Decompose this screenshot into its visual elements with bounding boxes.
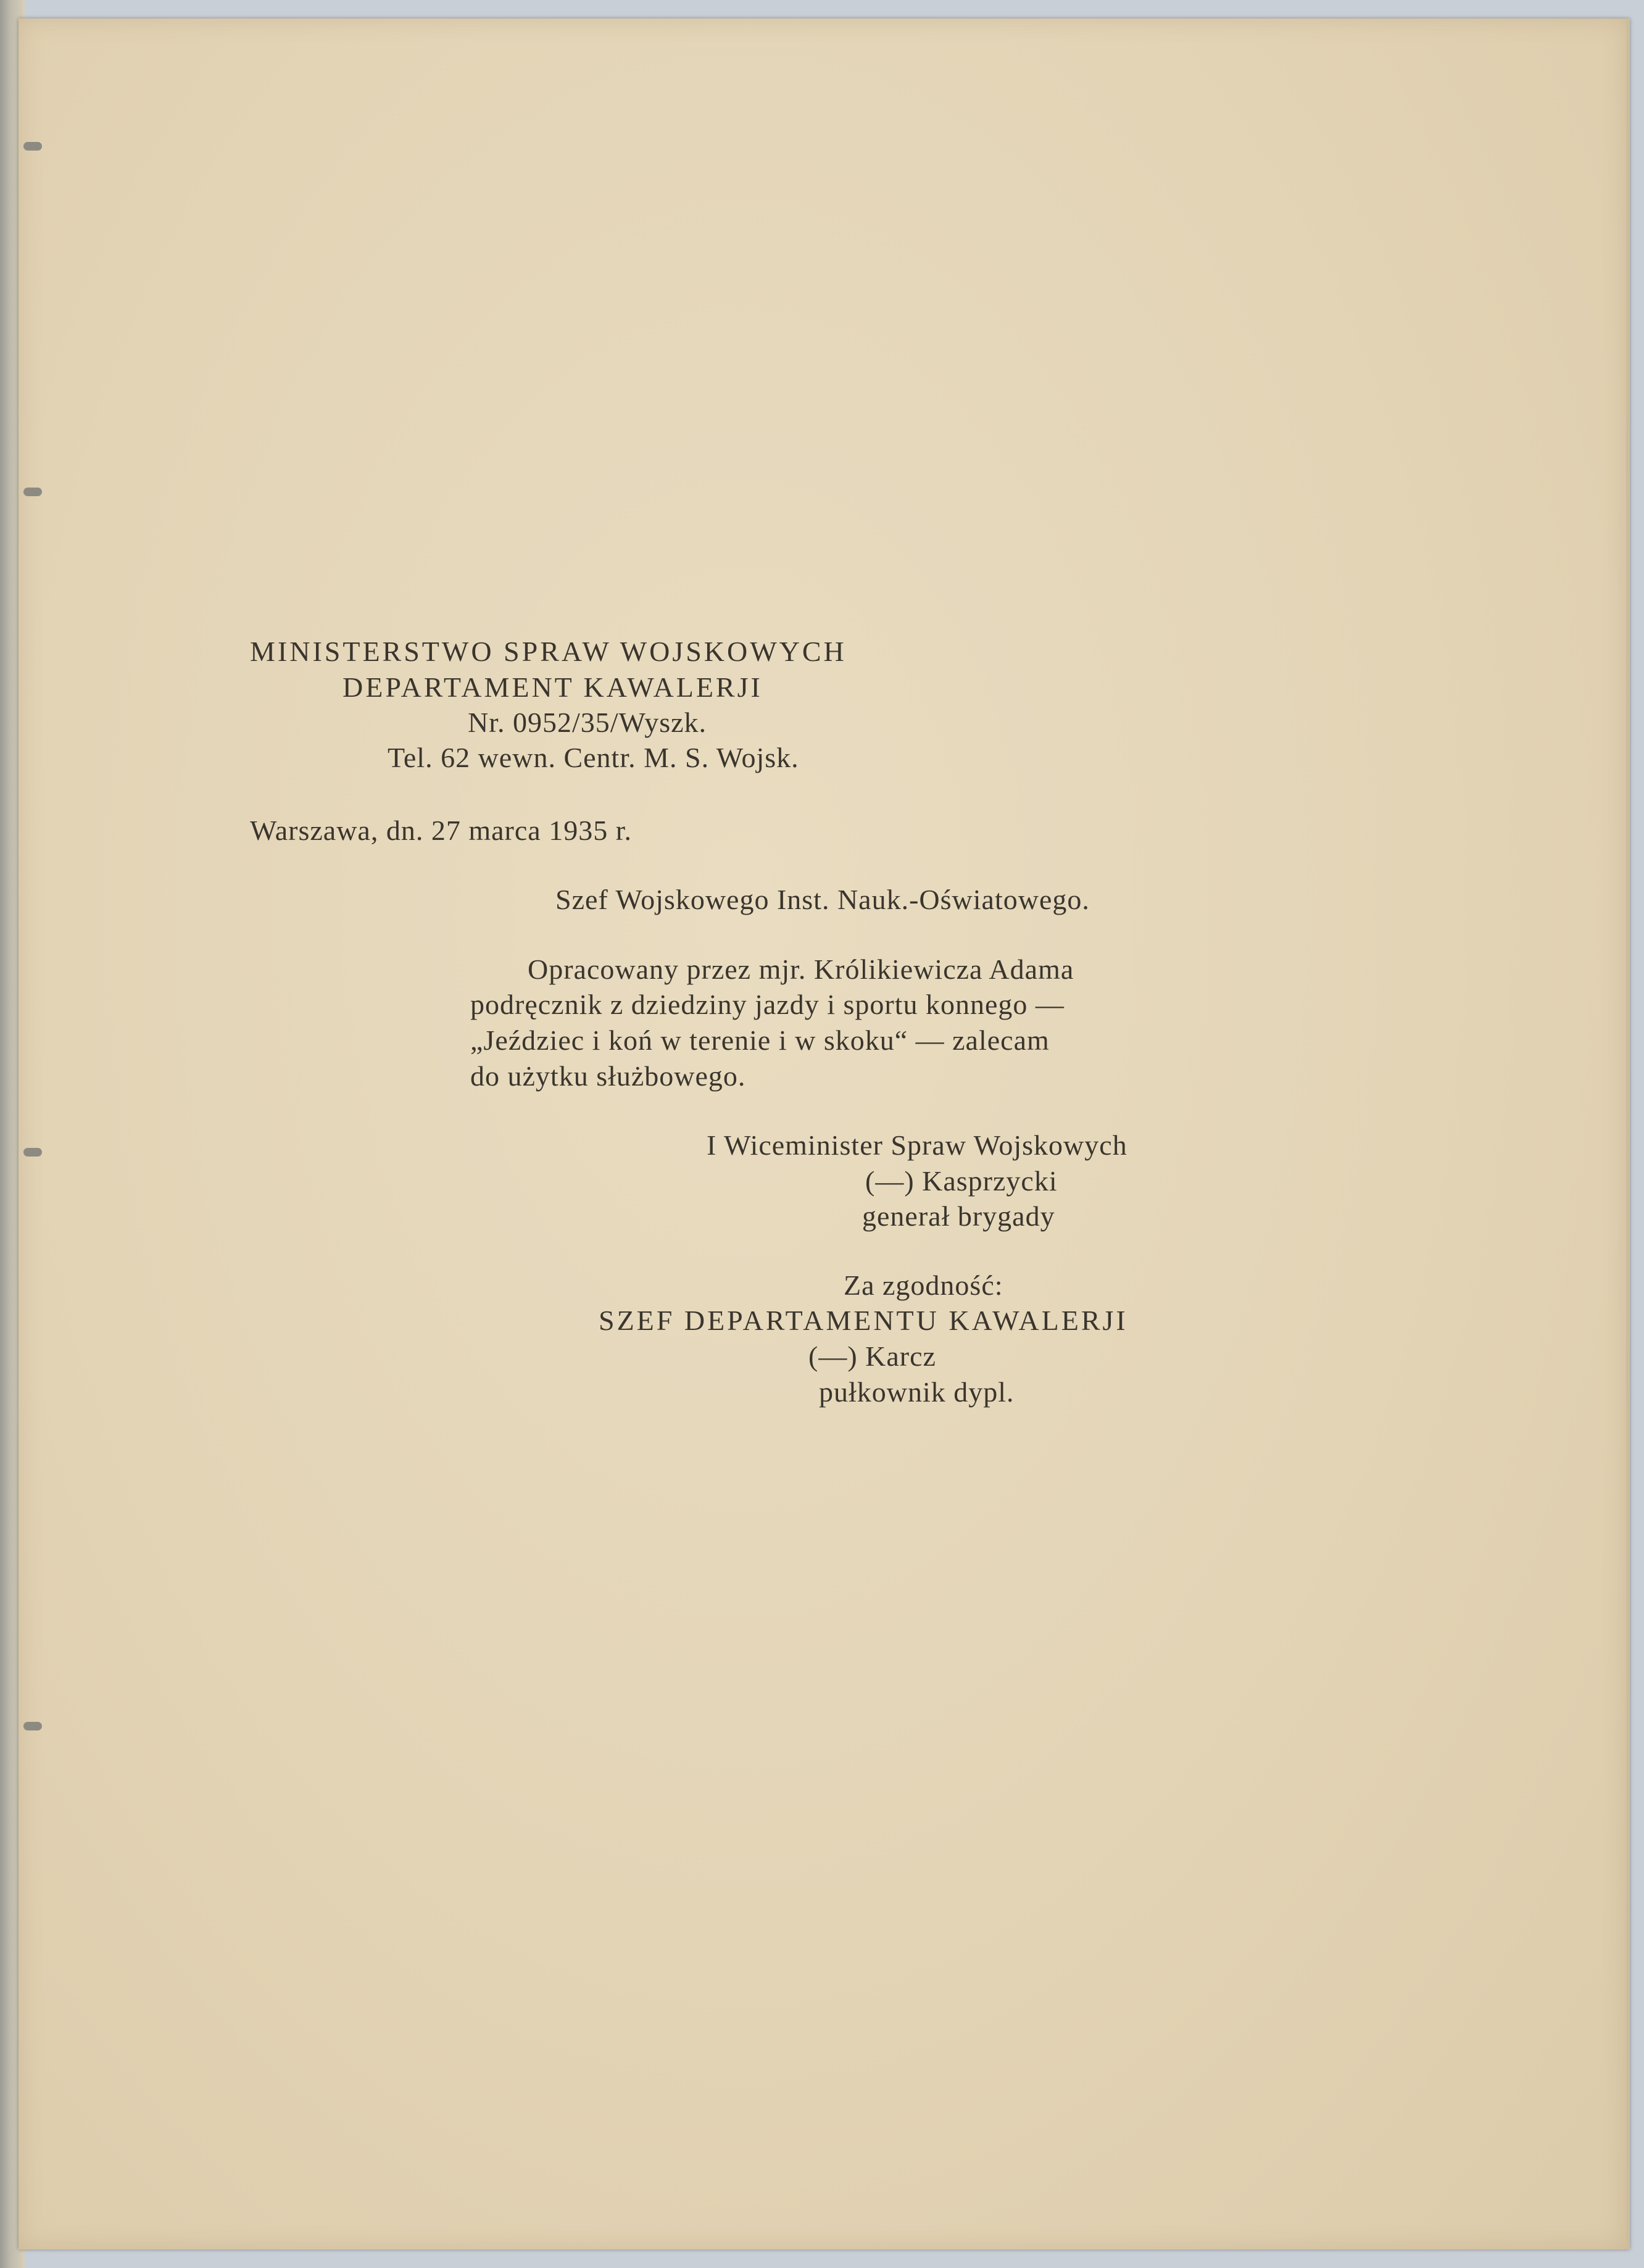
addressee: Szef Wojskowego Inst. Nauk.-Oświatowego. [555, 884, 1090, 915]
binding-stitch [23, 142, 42, 151]
header-department: DEPARTAMENT KAWALERJI [342, 671, 763, 703]
attestation-title: SZEF DEPARTAMENTU KAWALERJI [599, 1305, 1128, 1336]
attestation-name: (—) Karcz [808, 1340, 936, 1372]
binding-stitch [23, 488, 42, 496]
body-line-4: do użytku służbowego. [470, 1060, 746, 1092]
header-reference-number: Nr. 0952/35/Wyszk. [468, 707, 707, 738]
signature-title: I Wiceminister Spraw Wojskowych [707, 1129, 1127, 1161]
binding-stitch [23, 1722, 42, 1730]
attestation-label: Za zgodność: [844, 1269, 1003, 1301]
body-line-2: podręcznik z dziedziny jazdy i sportu konnego — [470, 989, 1065, 1020]
body-line-1: Opracowany przez mjr. Królikiewicza Adama [528, 953, 1074, 985]
binding-stitch [23, 1148, 42, 1157]
attestation-rank: pułkownik dypl. [819, 1376, 1015, 1408]
date-line: Warszawa, dn. 27 marca 1935 r. [250, 815, 632, 846]
header-telephone: Tel. 62 wewn. Centr. M. S. Wojsk. [388, 742, 799, 773]
header-ministry: MINISTERSTWO SPRAW WOJSKOWYCH [250, 636, 847, 667]
body-line-3: „Jeździec i koń w terenie i w skoku“ — zalecam [470, 1024, 1050, 1056]
signature-rank: generał brygady [862, 1200, 1055, 1232]
signature-name: (—) Kasprzycki [865, 1165, 1058, 1197]
